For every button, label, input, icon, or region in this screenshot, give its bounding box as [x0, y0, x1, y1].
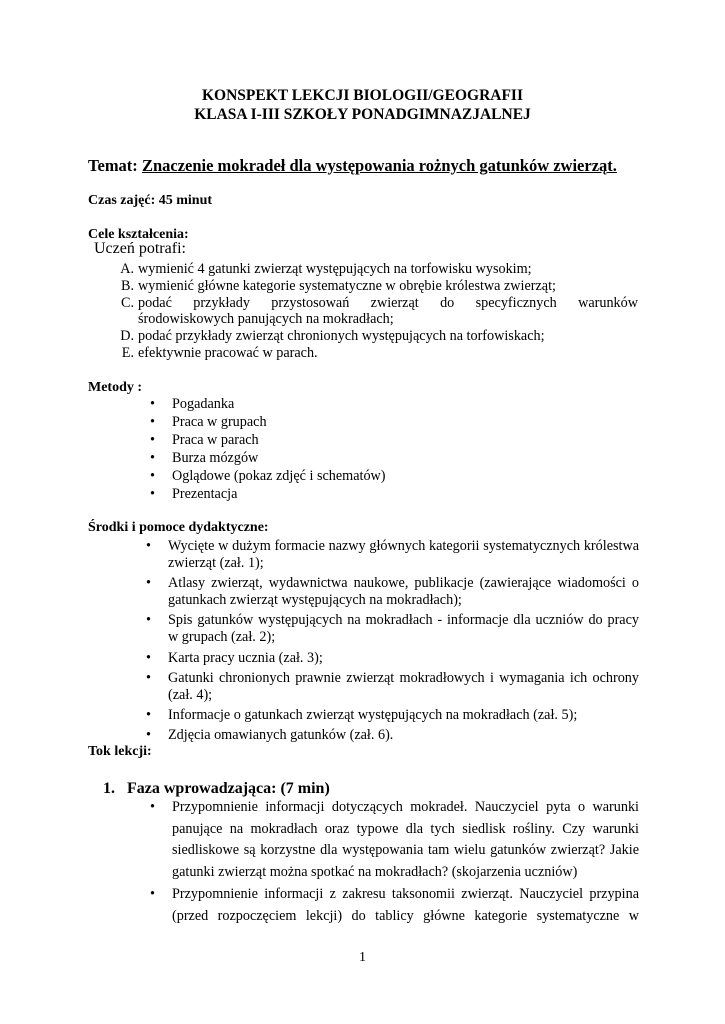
aid-item — [146, 538, 639, 572]
bullet-icon: • — [150, 886, 155, 903]
phase-item — [150, 797, 639, 883]
phase-item — [150, 884, 639, 927]
bullet-icon: • — [146, 706, 151, 723]
aid-text: Wycięte w dużym formacie nazwy głównych kategorii systematycznych królestwa zwierząt (zał. 1); — [168, 538, 639, 572]
aid-item — [146, 669, 639, 704]
goal-text: efektywnie pracować w parach. — [138, 344, 318, 361]
lesson-duration: Czas zajęć: 45 minut — [88, 193, 213, 208]
page-number: 1 — [359, 950, 366, 965]
bullet-icon: • — [146, 612, 151, 629]
method-text: Prezentacja — [172, 485, 238, 502]
goal-text: wymienić główne kategorie systematyczne w obrębie królestwa zwierząt; — [138, 277, 556, 294]
aids-list — [146, 538, 639, 747]
methods-heading: Metody : — [88, 380, 143, 395]
method-text: Pogadanka — [172, 396, 235, 412]
phase-item-text: Przypomnienie informacji dotyczących mokradeł. Nauczyciel pyta o warunki panujące na mokradłach oraz typowe dla tych siedlisk rośliny. Czy warunki siedliskowe są korzystne dla występowania tam wielu gatunków zwierząt? Jakie gatunki zwierząt można spotkać na mokradłach? (skojarzenia uczniów) — [172, 799, 639, 880]
phase-1-heading — [103, 780, 330, 798]
method-item — [150, 485, 572, 504]
goal-marker: C. — [120, 294, 134, 311]
aids-heading: Środki i pomoce dydaktyczne: — [88, 520, 269, 535]
method-item — [150, 413, 572, 432]
aid-text: Zdjęcia omawianych gatunków (zał. 6). — [168, 726, 394, 743]
goal-marker: E. — [121, 344, 134, 361]
goal-text: podać przykłady zwierząt chronionych występujących na torfowiskach; — [138, 328, 545, 345]
goal-text-line-1: podać przykłady przystosowań zwierząt do specyficznych warunków — [138, 294, 638, 311]
course-heading: Tok lekcji: — [88, 744, 152, 759]
bullet-icon: • — [150, 467, 155, 484]
goal-item — [108, 261, 638, 278]
aid-text: Informacje o gatunkach zwierząt występujących na mokradłach (zał. 5); — [168, 706, 578, 723]
goal-item — [108, 345, 638, 362]
bullet-icon: • — [150, 431, 155, 448]
bullet-icon: • — [146, 538, 151, 554]
header-line-2: KLASA I-III SZKOŁY PONADGIMNAZJALNEJ — [194, 106, 531, 123]
aid-text: Spis gatunków występujących na mokradłach - informacje dla uczniów do pracy w grupach (zał. 2); — [168, 612, 639, 646]
bullet-icon: • — [150, 799, 155, 815]
bullet-icon: • — [146, 726, 151, 743]
lesson-topic — [88, 156, 617, 176]
method-text: Oglądowe (pokaz zdjęć i schematów) — [172, 467, 386, 484]
goal-text: wymienić 4 gatunki zwierząt występujących na torfowisku wysokim; — [138, 261, 532, 277]
bullet-icon: • — [146, 575, 151, 592]
bullet-icon: • — [150, 449, 155, 466]
method-text: Praca w parach — [172, 431, 259, 448]
aid-item — [146, 612, 639, 646]
method-item — [150, 449, 572, 468]
goals-list — [108, 261, 638, 362]
aid-item — [146, 575, 639, 609]
bullet-icon: • — [150, 485, 155, 502]
bullet-icon: • — [146, 649, 151, 666]
goals-intro: Uczeń potrafi: — [94, 240, 186, 257]
phase-number: 1. — [103, 780, 115, 797]
goal-text-line-2: środowiskowych panujących na mokradłach; — [138, 311, 394, 328]
phase-item-text: Przypomnienie informacji z zakresu taksonomii zwierząt. Nauczyciel przypina (przed rozpoczęciem lekcji) do tablicy główne kategorie systematyczne w — [172, 886, 639, 924]
aid-text: Karta pracy ucznia (zał. 3); — [168, 649, 323, 666]
goal-marker: A. — [120, 261, 134, 277]
bullet-icon: • — [150, 396, 155, 412]
method-item — [150, 431, 572, 450]
aid-item — [146, 726, 639, 744]
aid-text: Atlasy zwierząt, wydawnictwa naukowe, publikacje (zawierające wiadomości o gatunkach zwierząt występujących na mokradłach); — [168, 575, 639, 609]
topic-text: Znaczenie mokradeł dla występowania rożnych gatunków zwierząt. — [141, 156, 617, 175]
aid-item — [146, 706, 639, 724]
header-line-1: KONSPEKT LEKCJI BIOLOGII/GEOGRAFII — [202, 87, 523, 104]
goal-item — [108, 295, 638, 329]
bullet-icon: • — [150, 413, 155, 430]
bullet-icon: • — [146, 669, 151, 686]
method-item — [150, 396, 572, 414]
method-item — [150, 467, 572, 486]
goal-marker: D. — [120, 328, 134, 345]
aid-text: Gatunki chronionych prawnie zwierząt mokradłowych i wymagania ich ochrony (zał. 4); — [168, 669, 639, 703]
aid-item — [146, 649, 639, 667]
goals-heading: Cele kształcenia: — [88, 227, 189, 242]
method-text: Burza mózgów — [172, 449, 259, 466]
goal-marker: B. — [120, 277, 134, 294]
goal-item — [108, 278, 638, 295]
methods-list — [150, 396, 572, 503]
method-text: Praca w grupach — [172, 413, 267, 430]
goal-item — [108, 328, 638, 345]
phase-1-list — [150, 797, 639, 929]
phase-title: Faza wprowadzająca: (7 min) — [127, 780, 330, 797]
topic-label: Temat: — [88, 156, 138, 175]
